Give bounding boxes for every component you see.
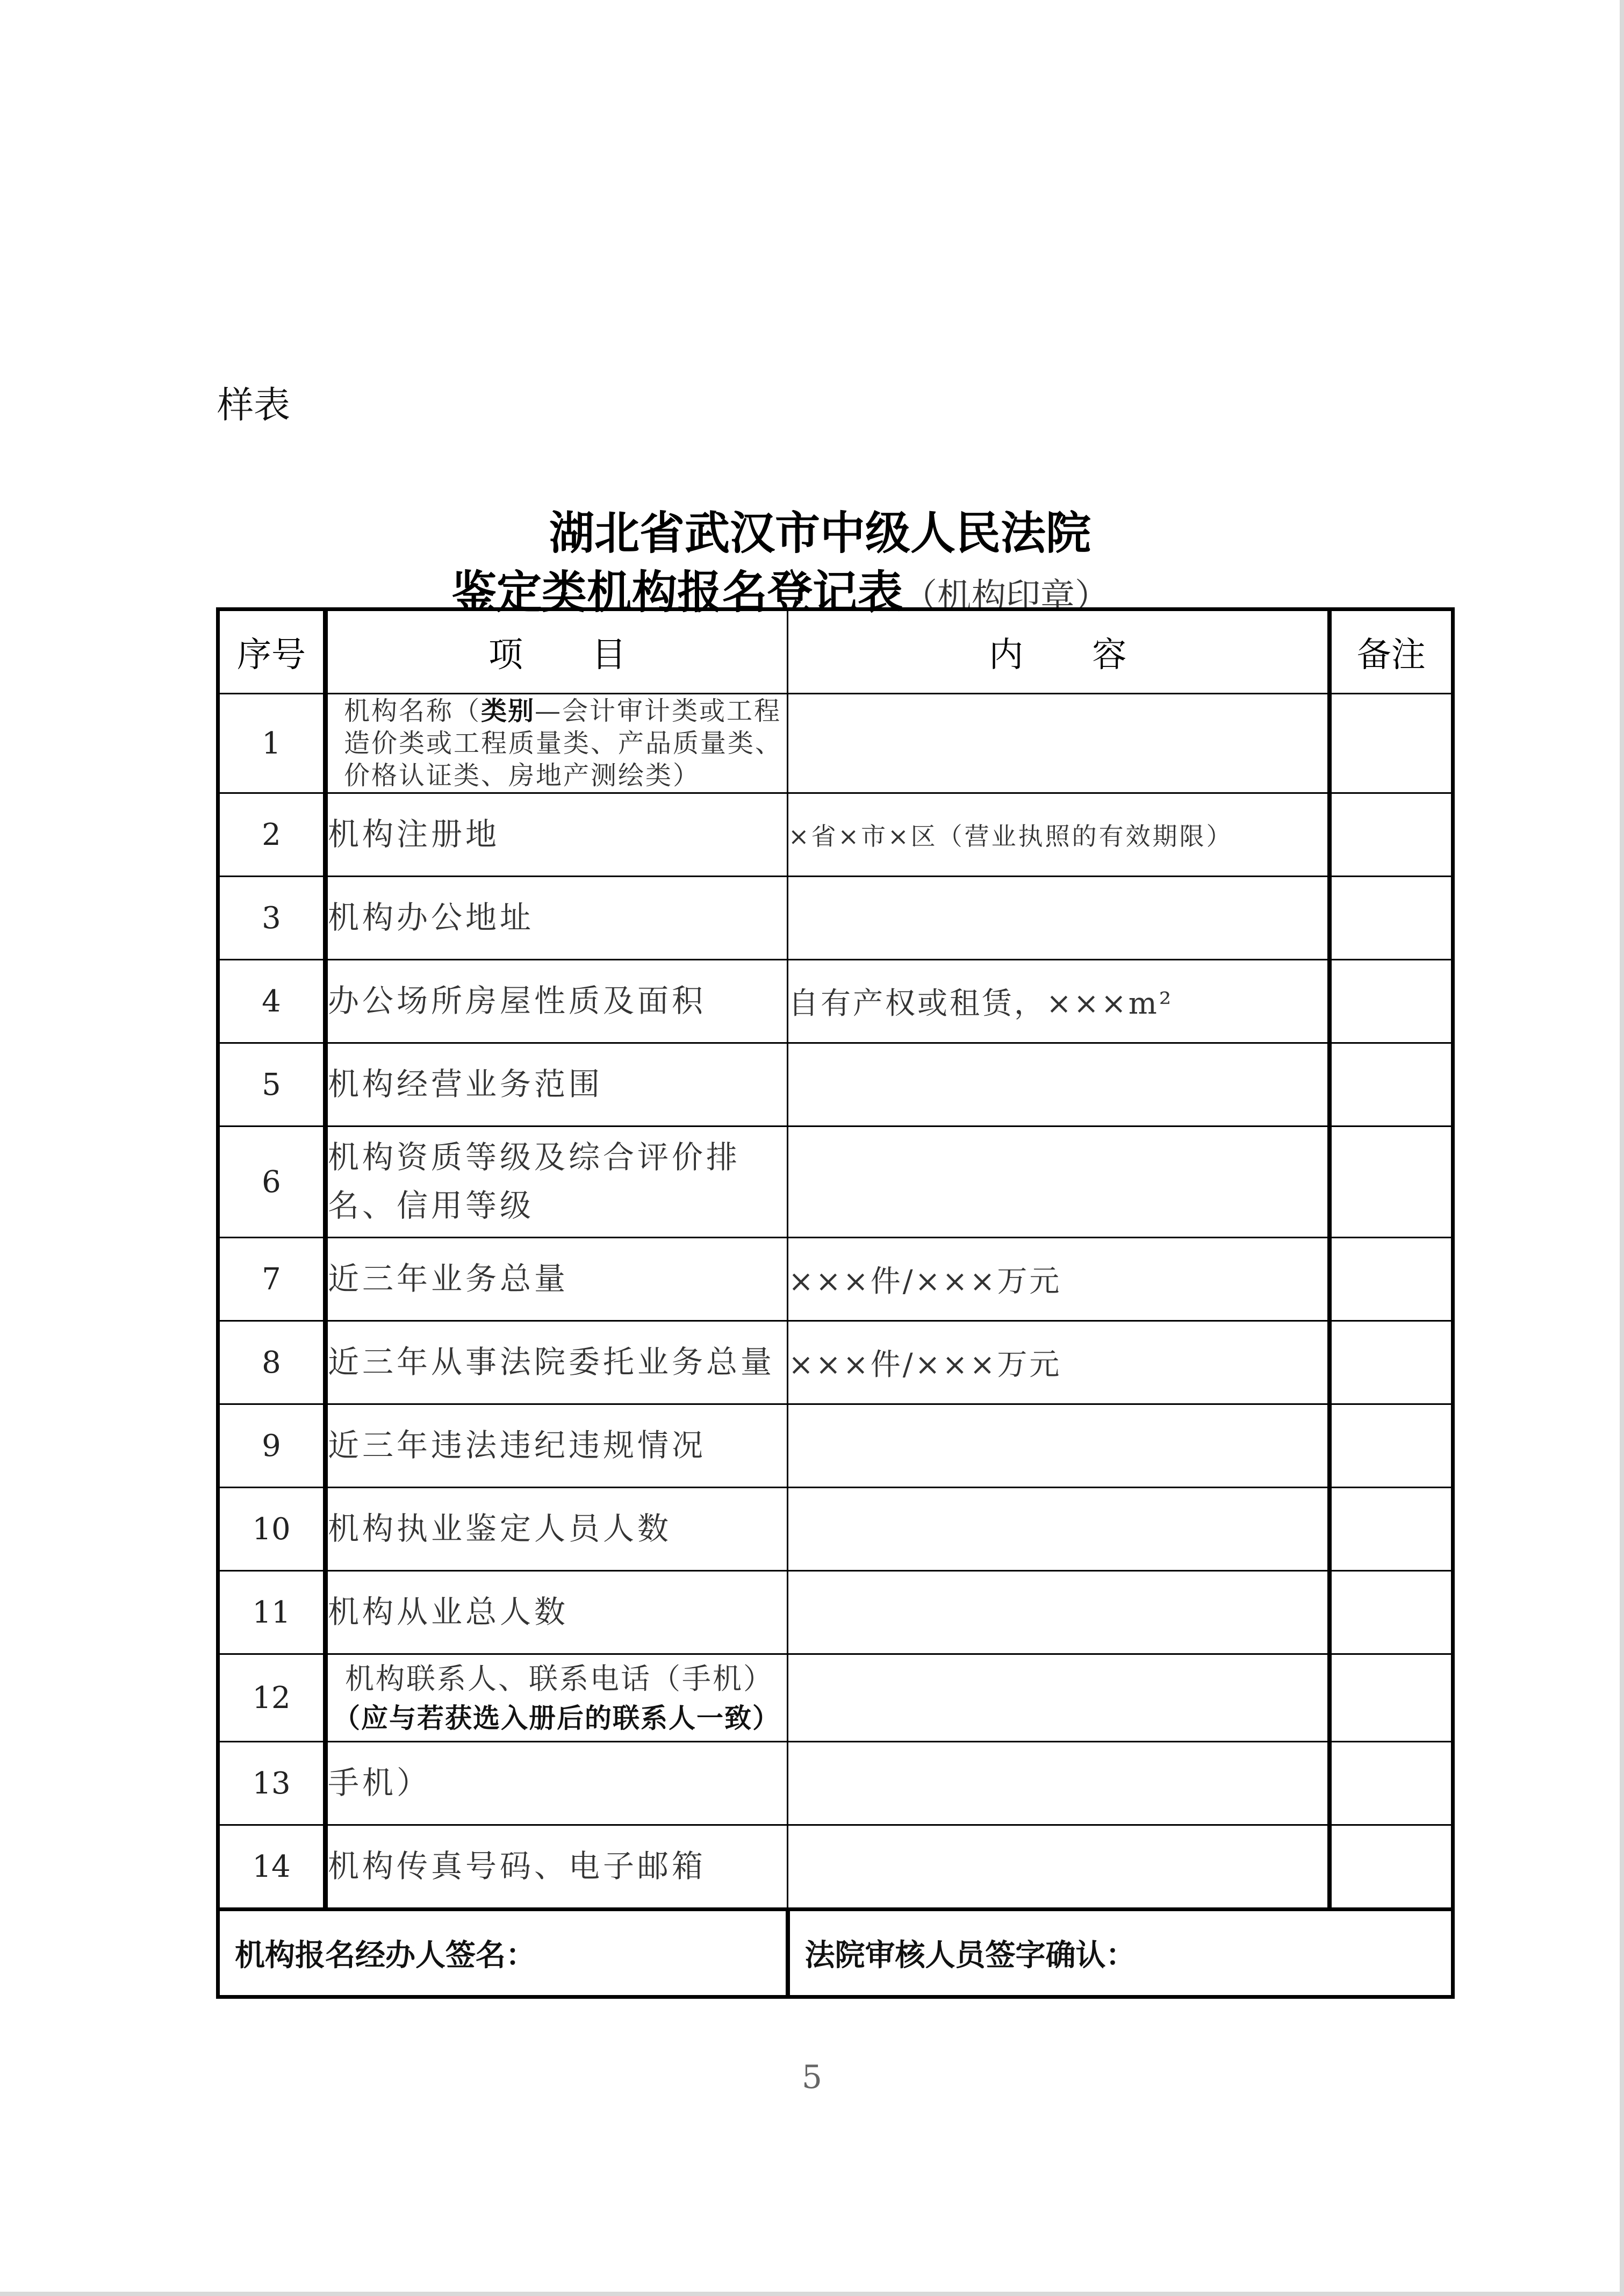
item-bold-text: （应与若获选入册后的联系人一致） — [333, 1702, 780, 1734]
row-no: 4 — [218, 960, 326, 1043]
row-content-cell[interactable] — [788, 1127, 1330, 1238]
table-row — [218, 1043, 1453, 1127]
row-content-cell[interactable] — [788, 877, 1330, 960]
applicant-signature-field[interactable]: 机构报名经办人签名： — [218, 1910, 788, 1997]
row-item: 手机） — [326, 1742, 788, 1825]
row-item: 机构注册地 — [326, 793, 788, 877]
row-content-cell[interactable] — [788, 1825, 1330, 1910]
row-note-cell[interactable] — [1330, 1488, 1453, 1571]
table-row — [218, 1321, 1453, 1404]
row-note-cell[interactable] — [1330, 1825, 1453, 1910]
row-note-cell[interactable] — [1330, 1321, 1453, 1404]
row-note-cell[interactable] — [1330, 1127, 1453, 1238]
row-item: 办公场所房屋性质及面积 — [326, 960, 788, 1043]
row-note-cell[interactable] — [1330, 1238, 1453, 1321]
row-item: 机构资质等级及综合评价排名、信用等级 — [326, 1127, 788, 1238]
table-row — [218, 1742, 1453, 1825]
row-note-cell[interactable] — [1330, 877, 1453, 960]
row-note-cell[interactable] — [1330, 1654, 1453, 1742]
item-text: 机构联系人、联系电话（手机） — [345, 1662, 774, 1696]
row-content-cell[interactable] — [788, 1043, 1330, 1127]
page-number: 5 — [801, 2058, 823, 2096]
row-no: 12 — [218, 1654, 326, 1742]
row-content-cell[interactable] — [788, 1488, 1330, 1571]
row-content-cell[interactable] — [788, 694, 1330, 793]
table-row — [218, 1238, 1453, 1321]
row-no: 5 — [218, 1043, 326, 1127]
row-no: 7 — [218, 1238, 326, 1321]
form-title: 鉴定类机构报名登记表 — [451, 566, 903, 619]
item-text: 机构名称（ — [344, 696, 482, 726]
row-item — [326, 694, 788, 793]
table-row — [218, 1488, 1453, 1571]
row-no: 9 — [218, 1404, 326, 1488]
registration-table — [216, 607, 1455, 1999]
row-content-cell[interactable] — [788, 1742, 1330, 1825]
header-note: 备注 — [1330, 609, 1453, 694]
table-row — [218, 793, 1453, 877]
row-no: 3 — [218, 877, 326, 960]
table-row — [218, 1654, 1453, 1742]
table-row — [218, 960, 1453, 1043]
sample-label: 样表 — [217, 384, 291, 427]
row-note-cell[interactable] — [1330, 1742, 1453, 1825]
row-no: 1 — [218, 694, 326, 793]
row-note-cell[interactable] — [1330, 1043, 1453, 1127]
row-no: 10 — [218, 1488, 326, 1571]
item-bold-text: 类别 — [481, 696, 535, 726]
table-row — [218, 1404, 1453, 1488]
row-content-cell[interactable]: ×××件/×××万元 — [788, 1321, 1330, 1404]
header-item: 项 目 — [326, 609, 788, 694]
table-header-row — [218, 609, 1453, 694]
row-item: 机构办公地址 — [326, 877, 788, 960]
row-no: 11 — [218, 1571, 326, 1654]
page-edge-right — [1620, 0, 1624, 2296]
row-item: 机构传真号码、电子邮箱 — [326, 1825, 788, 1910]
court-reviewer-signature-field[interactable]: 法院审核人员签字确认： — [788, 1910, 1453, 1997]
page-edge-bottom — [0, 2292, 1624, 2296]
row-content-cell[interactable] — [788, 1404, 1330, 1488]
header-no: 序号 — [218, 609, 326, 694]
row-note-cell[interactable] — [1330, 694, 1453, 793]
row-note-cell[interactable] — [1330, 793, 1453, 877]
row-item: 近三年违法违纪违规情况 — [326, 1404, 788, 1488]
row-no: 13 — [218, 1742, 326, 1825]
row-content-cell[interactable]: ×省×市×区（营业执照的有效期限） — [788, 793, 1330, 877]
row-content-cell[interactable]: ×××件/×××万元 — [788, 1238, 1330, 1321]
row-note-cell[interactable] — [1330, 960, 1453, 1043]
row-content-cell[interactable]: 自有产权或租赁，×××m² — [788, 960, 1330, 1043]
table-row — [218, 1825, 1453, 1910]
header-content: 内 容 — [788, 609, 1330, 694]
item-text: —会计审计类或工程造价类或工程质量类、产品质量类、价格认证类、房地产测绘类） — [344, 696, 783, 791]
table-row — [218, 877, 1453, 960]
table-row — [218, 694, 1453, 793]
table-row — [218, 1571, 1453, 1654]
row-item: 近三年从事法院委托业务总量 — [326, 1321, 788, 1404]
row-item: 机构执业鉴定人员人数 — [326, 1488, 788, 1571]
row-content-cell[interactable] — [788, 1571, 1330, 1654]
row-no: 6 — [218, 1127, 326, 1238]
row-no: 2 — [218, 793, 326, 877]
signature-row — [218, 1910, 1453, 1997]
row-item: 机构从业总人数 — [326, 1571, 788, 1654]
row-no: 8 — [218, 1321, 326, 1404]
row-content-cell[interactable] — [788, 1654, 1330, 1742]
row-note-cell[interactable] — [1330, 1571, 1453, 1654]
row-note-cell[interactable] — [1330, 1404, 1453, 1488]
seal-note: （机构印章） — [903, 577, 1110, 616]
row-item: 机构经营业务范围 — [326, 1043, 788, 1127]
row-item — [326, 1654, 788, 1742]
row-no: 14 — [218, 1825, 326, 1910]
table-row — [218, 1127, 1453, 1238]
row-item: 近三年业务总量 — [326, 1238, 788, 1321]
document-title-court: 湖北省武汉市中级人民法院 — [549, 507, 1091, 559]
